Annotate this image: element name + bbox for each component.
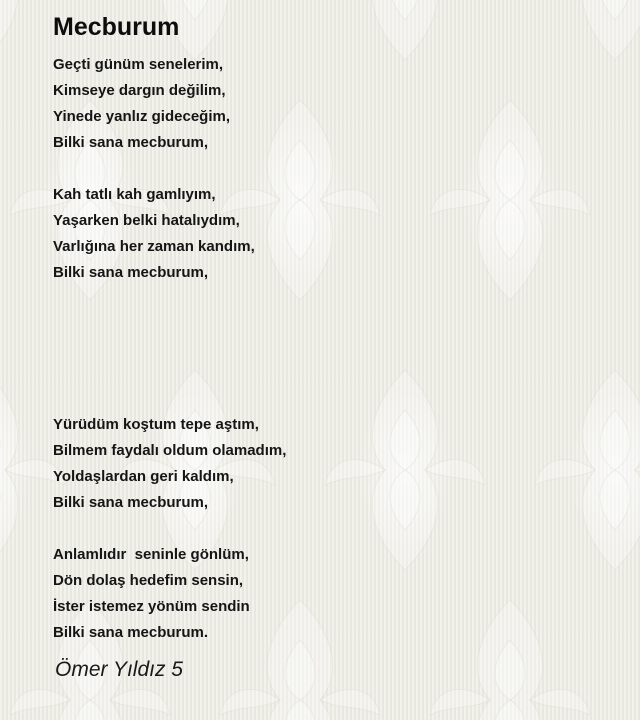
poem-line: Yaşarken belki hatalıydım, <box>53 212 240 229</box>
poem-line: Yürüdüm koştum tepe aştım, <box>53 416 259 433</box>
poem-title: Mecburum <box>53 13 180 41</box>
poem-line: Varlığına her zaman kandım, <box>53 238 255 255</box>
poem-line: Kimseye dargın değilim, <box>53 82 226 99</box>
poem-stanza-1 <box>53 52 230 156</box>
poem-line: Yoldaşlardan geri kaldım, <box>53 468 234 485</box>
poem-line: İster istemez yönüm sendin <box>53 598 250 615</box>
poem-author: Ömer Yıldız 5 <box>55 658 183 681</box>
poem-line: Geçti günüm senelerim, <box>53 56 224 73</box>
poem-line: Yinede yanlız gideceğim, <box>53 108 230 125</box>
poem-line: Bilki sana mecburum, <box>53 264 209 281</box>
poem-stanza-4 <box>53 542 250 646</box>
poem-stanza-2 <box>53 182 255 286</box>
poem-line: Bilki sana mecburum. <box>53 624 209 641</box>
poem-line: Bilmem faydalı oldum olamadım, <box>53 442 287 459</box>
poem-line: Kah tatlı kah gamlıyım, <box>53 186 216 203</box>
poem-stanza-3 <box>53 412 286 516</box>
poem <box>53 10 613 681</box>
poem-line: Bilki sana mecburum, <box>53 494 209 511</box>
poem-line: Anlamlıdır seninle gönlüm, <box>53 546 249 563</box>
poem-line: Dön dolaş hedefim sensin, <box>53 572 244 589</box>
poem-line: Bilki sana mecburum, <box>53 134 209 151</box>
